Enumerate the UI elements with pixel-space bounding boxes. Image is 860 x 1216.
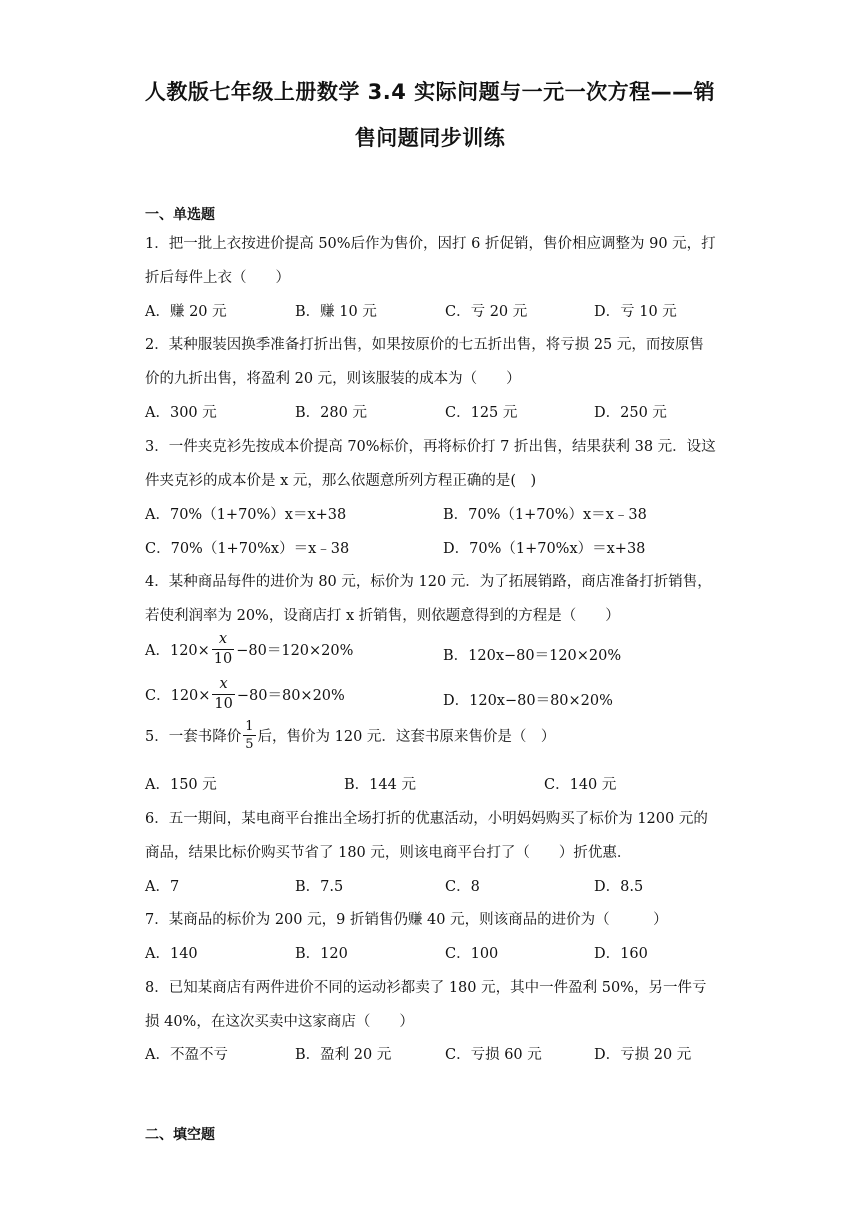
question-2-text-cont: 价的九折出售，将盈利 20 元，则该服装的成本为（ ） <box>145 371 521 387</box>
fraction-one-fifth <box>243 720 255 751</box>
question-3-text: 3．一件夹克衫先按成本价提高 70%标价，再将标价打 7 折出售，结果获利 38 元．设这 <box>145 439 716 455</box>
option-c-prefix: C．120× <box>145 687 211 704</box>
question-4-option-a[interactable] <box>145 632 353 666</box>
question-4-option-b[interactable]: B．120x−80＝120×20% <box>443 648 622 664</box>
question-6-option-b[interactable]: B．7.5 <box>295 879 344 895</box>
page-title-line-1: 人教版七年级上册数学 3.4 实际问题与一元一次方程——销 <box>144 80 716 104</box>
question-7-option-c[interactable]: C．100 <box>445 946 499 962</box>
fraction-denominator: 10 <box>214 695 233 712</box>
question-1-option-d[interactable]: D．亏 10 元 <box>594 304 677 320</box>
question-8-text: 8．已知某商店有两件进价不同的运动衫都卖了 180 元，其中一件盈利 50%，另一件亏 <box>145 980 707 996</box>
question-5-text <box>145 720 555 751</box>
question-3-option-c[interactable]: C．70%（1+70%x）＝x﹣38 <box>145 541 350 557</box>
question-8-option-a[interactable]: A．不盈不亏 <box>145 1047 228 1063</box>
question-1-text: 1．把一批上衣按进价提高 50%后作为售价，因打 6 折促销，售价相应调整为 90 元，打 <box>145 236 716 252</box>
fraction-denominator: 5 <box>245 737 254 752</box>
question-2-option-a[interactable]: A．300 元 <box>145 405 217 421</box>
fraction-numerator: x <box>218 631 228 647</box>
question-8-option-c[interactable]: C．亏损 60 元 <box>445 1047 542 1063</box>
question-8-option-d[interactable]: D．亏损 20 元 <box>594 1047 692 1063</box>
question-3-text-cont: 件夹克衫的成本价是 x 元，那么依题意所列方程正确的是( ) <box>145 473 537 489</box>
question-6-option-a[interactable]: A．7 <box>145 879 180 895</box>
fraction-numerator: x <box>219 676 228 692</box>
question-5-prefix: 5．一套书降价 <box>145 729 242 745</box>
section-heading-single-choice: 一、单选题 <box>145 207 215 223</box>
question-6-option-d[interactable]: D．8.5 <box>594 879 644 895</box>
question-4-option-c[interactable] <box>145 677 345 711</box>
page-title-line-2: 售问题同步训练 <box>354 126 506 150</box>
fraction-x-over-10 <box>212 632 234 666</box>
question-1-option-c[interactable]: C．亏 20 元 <box>445 304 528 320</box>
question-8-option-b[interactable]: B．盈利 20 元 <box>295 1047 392 1063</box>
question-5-suffix: 后，售价为 120 元．这套书原来售价是（ ） <box>257 729 556 745</box>
question-4-text-cont: 若使利润率为 20%，设商店打 x 折销售，则依题意得到的方程是（ ） <box>145 608 620 624</box>
question-7-option-d[interactable]: D．160 <box>594 946 648 962</box>
question-6-text-cont: 商品，结果比标价购买节省了 180 元，则该电商平台打了（ ）折优惠． <box>145 845 632 861</box>
question-7-option-b[interactable]: B．120 <box>295 946 348 962</box>
question-3-option-b[interactable]: B．70%（1+70%）x＝x﹣38 <box>443 507 647 523</box>
fraction-x-over-10 <box>212 677 234 711</box>
question-5-option-a[interactable]: A．150 元 <box>145 777 217 793</box>
question-1-option-b[interactable]: B．赚 10 元 <box>295 304 377 320</box>
question-8-text-cont: 损 40%，在这次买卖中这家商店（ ） <box>145 1014 414 1030</box>
question-2-text: 2．某种服装因换季准备打折出售，如果按原价的七五折出售，将亏损 25 元，而按原售 <box>145 337 704 353</box>
question-1-option-a[interactable]: A．赚 20 元 <box>145 304 227 320</box>
option-a-suffix: −80＝120×20% <box>236 642 354 659</box>
fraction-denominator: 10 <box>213 650 233 667</box>
question-4-text: 4．某种商品每件的进价为 80 元，标价为 120 元．为了拓展销路，商店准备打折销售， <box>145 574 712 590</box>
question-7-text: 7．某商品的标价为 200 元，9 折销售仍赚 40 元，则该商品的进价为（ ） <box>145 912 668 928</box>
question-3-option-d[interactable]: D．70%（1+70%x）＝x+38 <box>443 541 646 557</box>
option-a-prefix: A．120× <box>145 642 210 659</box>
question-1-text-cont: 折后每件上衣（ ） <box>145 270 290 286</box>
question-4-option-d[interactable]: D．120x−80＝80×20% <box>443 693 613 709</box>
question-2-option-d[interactable]: D．250 元 <box>594 405 667 421</box>
question-6-text: 6．五一期间，某电商平台推出全场打折的优惠活动，小明妈妈购买了标价为 1200 元的 <box>145 811 708 827</box>
question-6-option-c[interactable]: C．8 <box>445 879 480 895</box>
question-5-option-b[interactable]: B．144 元 <box>344 777 416 793</box>
option-c-suffix: −80＝80×20% <box>236 687 345 704</box>
question-2-option-c[interactable]: C．125 元 <box>445 405 518 421</box>
fraction-numerator: 1 <box>245 719 254 734</box>
question-2-option-b[interactable]: B．280 元 <box>295 405 367 421</box>
question-5-option-c[interactable]: C．140 元 <box>544 777 617 793</box>
question-3-option-a[interactable]: A．70%（1+70%）x＝x+38 <box>145 507 347 523</box>
section-heading-fill-blank: 二、填空题 <box>145 1127 215 1143</box>
question-7-option-a[interactable]: A．140 <box>145 946 198 962</box>
